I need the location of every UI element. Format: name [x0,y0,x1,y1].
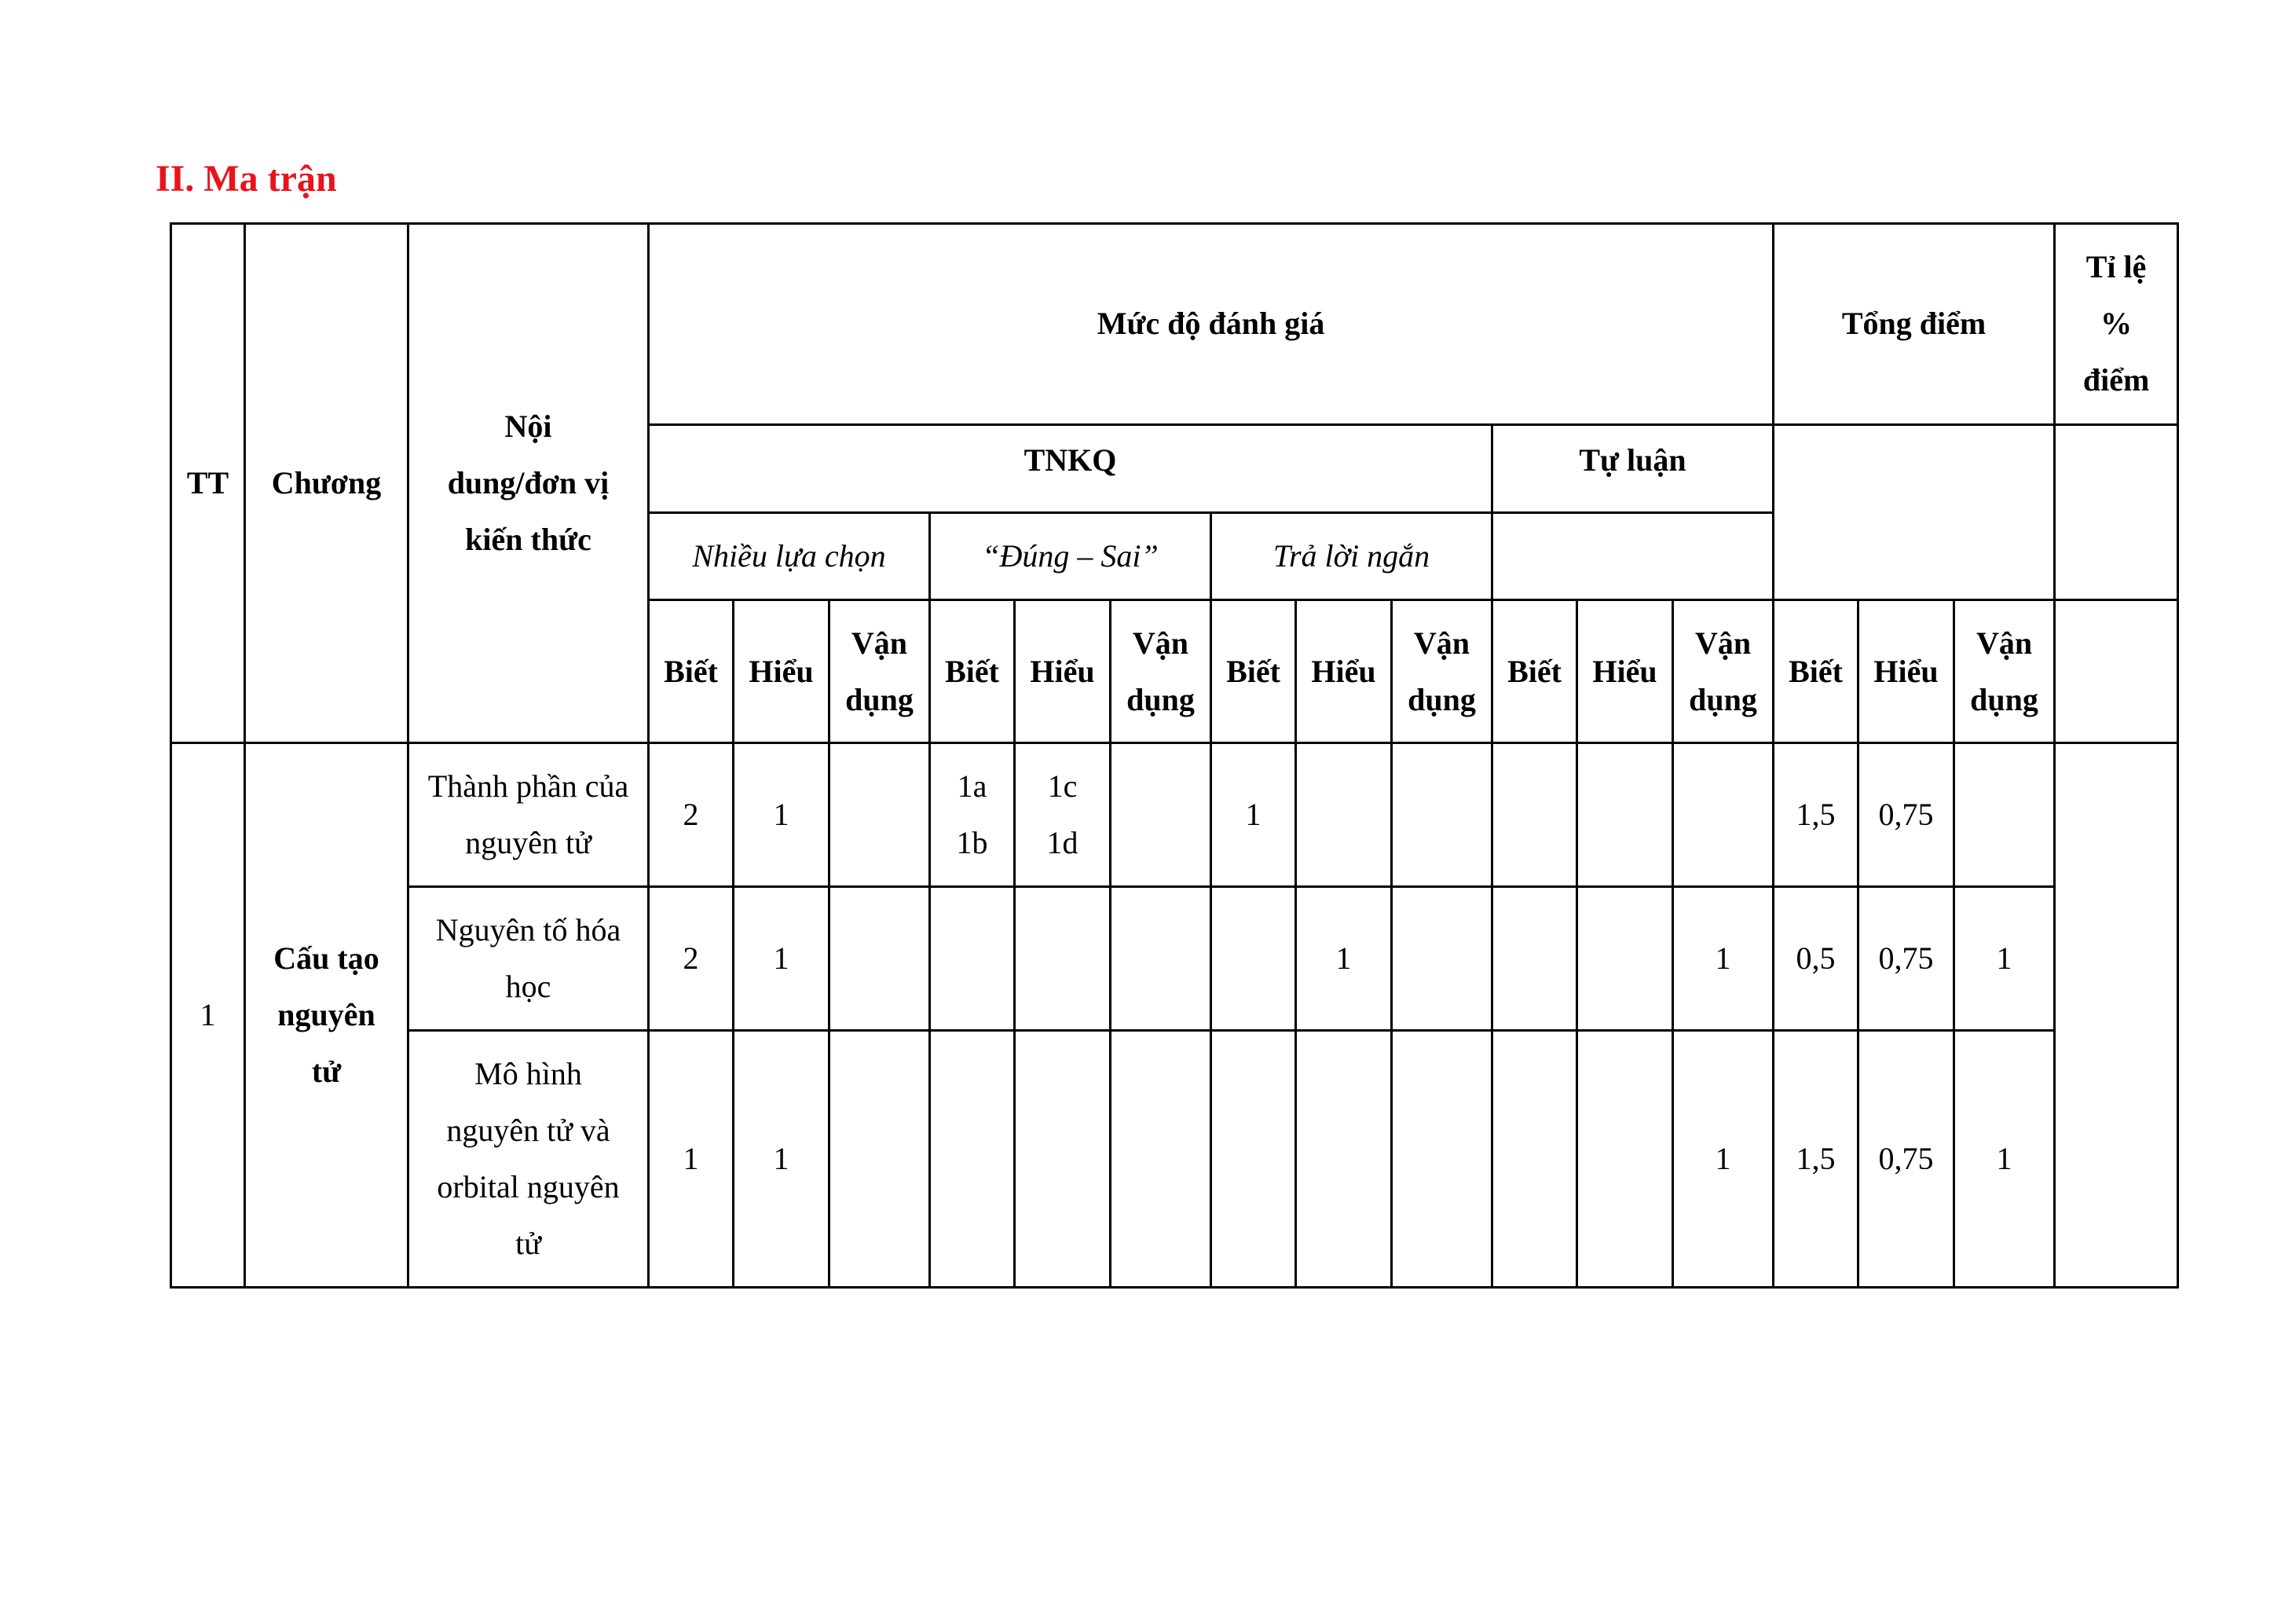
cell-ds-line: 1c [1047,768,1078,805]
topic-line: nguyên tử và [446,1112,610,1148]
topic-line: Thành phần của [427,768,629,805]
header-biet: Biết [649,599,734,743]
header-van-dung [1673,599,1774,743]
cell-nlc-van-dung [829,1030,930,1287]
tong-diem-blank [1774,424,2055,599]
topic-line: học [505,968,551,1004]
header-van-dung-line: dụng [845,681,914,717]
topic-cell [408,887,649,1031]
cell-ti-le [2055,743,2178,1288]
topic-line: tử [515,1225,541,1261]
cell-ds-biet [930,1030,1015,1287]
cell-tln-van-dung [1392,1030,1492,1287]
topic-cell [408,1030,649,1287]
header-van-dung-line: Vận [1976,625,2033,661]
cell-ds-line: 1a [957,768,987,805]
cell-tln-biet [1211,887,1296,1031]
header-biet: Biết [930,599,1015,743]
chapter-cell [245,743,408,1288]
header-van-dung-line: dụng [1970,681,2038,717]
cell-ds-hieu [1015,743,1111,887]
topic-line: Nguyên tố hóa [435,911,621,948]
cell-tong-hieu: 0,75 [1858,743,1954,887]
header-muc-do-danh-gia: Mức độ đánh giá [649,224,1774,425]
cell-nlc-van-dung [829,887,930,1031]
cell-ds-biet [930,887,1015,1031]
header-van-dung-line: dụng [1689,681,1757,717]
header-tong-diem: Tổng điểm [1774,224,2055,425]
cell-tln-hieu: 1 [1296,887,1392,1031]
cell-tl-hieu [1577,887,1673,1031]
cell-tl-van-dung: 1 [1673,1030,1774,1287]
cell-nlc-biet: 2 [649,887,734,1031]
cell-tl-hieu [1577,1030,1673,1287]
header-dung-sai: “Đúng – Sai” [930,513,1211,599]
header-chuong: Chương [245,224,408,743]
cell-tong-van-dung [1954,743,2055,887]
cell-tl-van-dung [1673,743,1774,887]
header-hieu: Hiểu [1296,599,1392,743]
header-nhieu-lua-chon: Nhiều lựa chọn [649,513,930,599]
row-tt: 1 [171,743,245,1288]
header-noi-dung-line: Nội [504,409,552,445]
header-noi-dung [408,224,649,743]
cell-nlc-hieu: 1 [734,743,829,887]
cell-tl-biet [1492,1030,1577,1287]
header-van-dung-line: Vận [1694,625,1752,661]
cell-tln-biet [1211,1030,1296,1287]
cell-ds-line: 1d [1046,825,1078,861]
cell-tln-van-dung [1392,887,1492,1031]
header-tu-luan: Tự luận [1492,424,1774,512]
table-row [171,1030,2178,1287]
header-biet: Biết [1492,599,1577,743]
cell-ds-biet [930,743,1015,887]
cell-tln-biet: 1 [1211,743,1296,887]
cell-ds-hieu [1015,1030,1111,1287]
cell-tln-van-dung [1392,743,1492,887]
cell-tl-biet [1492,887,1577,1031]
section-title: II. Ma trận [156,158,337,200]
chapter-line: tử [311,1054,342,1090]
header-ti-le [2055,224,2178,425]
header-van-dung [1111,599,1211,743]
cell-ds-hieu [1015,887,1111,1031]
cell-ds-van-dung [1111,887,1211,1031]
header-van-dung-line: dụng [1408,681,1476,717]
cell-ds-van-dung [1111,743,1211,887]
assessment-matrix-table [170,222,2179,1289]
header-biet: Biết [1211,599,1296,743]
cell-tong-van-dung: 1 [1954,1030,2055,1287]
cell-tl-hieu [1577,743,1673,887]
topic-cell [408,743,649,887]
cell-nlc-hieu: 1 [734,887,829,1031]
header-van-dung-line: Vận [851,625,908,661]
cell-tl-van-dung: 1 [1673,887,1774,1031]
ti-le-blank [2055,424,2178,599]
header-biet: Biết [1774,599,1858,743]
cell-nlc-biet: 1 [649,1030,734,1287]
header-tnkq: TNKQ [649,424,1492,512]
topic-line: Mô hình [474,1055,582,1091]
header-hieu: Hiểu [1858,599,1954,743]
header-hieu: Hiểu [1015,599,1111,743]
header-ti-le-line: điểm [2082,362,2150,398]
cell-tong-biet: 1,5 [1774,1030,1858,1287]
cell-nlc-hieu: 1 [734,1030,829,1287]
tu-luan-blank [1492,513,1774,599]
header-van-dung [1954,599,2055,743]
header-ti-le-line: % [2100,306,2133,342]
cell-tln-hieu [1296,743,1392,887]
cell-ds-line: 1b [956,825,988,861]
topic-line: orbital nguyên [437,1168,620,1204]
header-van-dung-line: Vận [1413,625,1470,661]
table-row [171,887,2178,1031]
header-noi-dung-line: dung/đơn vị [447,465,610,501]
header-hieu: Hiểu [1577,599,1673,743]
cell-tong-biet: 1,5 [1774,743,1858,887]
table-row [171,743,2178,887]
chapter-line: Cấu tạo [273,940,379,977]
header-van-dung-line: dụng [1126,681,1195,717]
cell-tong-hieu: 0,75 [1858,887,1954,1031]
header-noi-dung-line: kiến thức [465,522,591,558]
header-tra-loi-ngan: Trả lời ngắn [1211,513,1492,599]
cell-tong-van-dung: 1 [1954,887,2055,1031]
cell-nlc-biet: 2 [649,743,734,887]
header-ti-le-line: Tỉ lệ [2085,249,2147,285]
header-van-dung-line: Vận [1132,625,1189,661]
header-hieu: Hiểu [734,599,829,743]
chapter-line: nguyên [277,997,375,1033]
cell-nlc-van-dung [829,743,930,887]
topic-line: nguyên tử [465,825,591,861]
header-van-dung [1392,599,1492,743]
header-van-dung [829,599,930,743]
cell-tong-biet: 0,5 [1774,887,1858,1031]
cell-tong-hieu: 0,75 [1858,1030,1954,1287]
cell-ds-van-dung [1111,1030,1211,1287]
header-tt: TT [171,224,245,743]
cell-tl-biet [1492,743,1577,887]
ti-le-blank [2055,599,2178,743]
cell-tln-hieu [1296,1030,1392,1287]
